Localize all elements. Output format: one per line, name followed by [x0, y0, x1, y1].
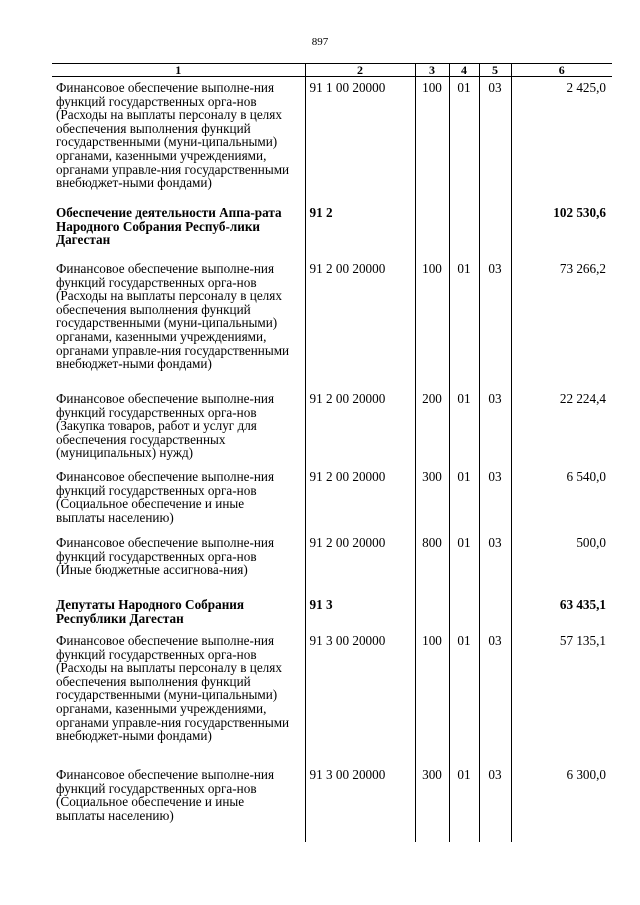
- table-row: [52, 594, 612, 630]
- row-expense-type-cell: [415, 202, 449, 258]
- row-subsection-cell: 03: [479, 630, 511, 764]
- row-code-cell: 91 3: [305, 594, 415, 630]
- row-subsection-cell: 03: [479, 388, 511, 466]
- row-expense-type-cell: 200: [415, 388, 449, 466]
- row-expense-type-cell: 100: [415, 258, 449, 388]
- row-section-cell: 01: [449, 77, 479, 203]
- row-name-cell: Финансовое обеспечение выполне-ния функций государственных орга-нов (Социальное обеспечение и иные выплаты населению): [56, 767, 275, 823]
- row-section-cell: 01: [449, 764, 479, 828]
- row-amount-cell: 57 135,1: [511, 630, 612, 764]
- row-code-cell: 91 2 00 20000: [305, 388, 415, 466]
- row-section-cell: [449, 594, 479, 630]
- row-amount-cell: 22 224,4: [511, 388, 612, 466]
- filler-cell: [52, 828, 305, 842]
- row-code-cell: 91 1 00 20000: [305, 77, 415, 203]
- row-expense-type-cell: 100: [415, 630, 449, 764]
- row-name-cell: Финансовое обеспечение выполне-ния функций государственных орга-нов (Закупка товаров, работ и услуг для обеспечения государственных (муниципальных) нужд): [56, 391, 275, 461]
- row-name-cell: Депутаты Народного Собрания Республики Дагестан: [56, 597, 245, 626]
- row-section-cell: 01: [449, 388, 479, 466]
- row-code-cell: 91 2 00 20000: [305, 466, 415, 532]
- column-header-2: 2: [305, 64, 415, 77]
- row-subsection-cell: 03: [479, 77, 511, 203]
- table-row: [52, 630, 612, 764]
- row-amount-cell: 73 266,2: [511, 258, 612, 388]
- row-section-cell: 01: [449, 258, 479, 388]
- row-amount-cell: 6 300,0: [511, 764, 612, 828]
- column-header-1: 1: [52, 64, 305, 77]
- row-expense-type-cell: 100: [415, 77, 449, 203]
- column-header-row: [52, 64, 612, 77]
- row-name-cell: Финансовое обеспечение выполне-ния функций государственных орга-нов (Иные бюджетные ассигнова-ния): [56, 535, 275, 578]
- row-name-cell: Финансовое обеспечение выполне-ния функций государственных орга-нов (Расходы на выплаты персоналу в целях обеспечения выполнения функций государственными (муни-ципальными) органами, казенными учреждениями, органами управле-ния государственными внебюджет-ными фондами): [56, 633, 290, 744]
- table-row: [52, 258, 612, 388]
- budget-table: [52, 63, 612, 842]
- row-amount-cell: 63 435,1: [511, 594, 612, 630]
- row-amount-cell: 6 540,0: [511, 466, 612, 532]
- row-amount-cell: 2 425,0: [511, 77, 612, 203]
- row-name-cell: Обеспечение деятельности Аппа-рата Народного Собрания Респуб-лики Дагестан: [56, 205, 282, 248]
- column-header-3: 3: [415, 64, 449, 77]
- row-expense-type-cell: [415, 594, 449, 630]
- row-code-cell: 91 3 00 20000: [305, 630, 415, 764]
- row-name-cell: Финансовое обеспечение выполне-ния функций государственных орга-нов (Расходы на выплаты персоналу в целях обеспечения выполнения функций государственными (муни-ципальными) органами, казенными учреждениями, органами управле-ния государственными внебюджет-ными фондами): [56, 261, 290, 372]
- row-section-cell: 01: [449, 532, 479, 594]
- row-expense-type-cell: 300: [415, 466, 449, 532]
- row-subsection-cell: 03: [479, 764, 511, 828]
- filler-cell: [479, 828, 511, 842]
- column-header-4: 4: [449, 64, 479, 77]
- table-row: [52, 764, 612, 828]
- filler-cell: [305, 828, 415, 842]
- row-subsection-cell: [479, 594, 511, 630]
- row-code-cell: 91 2 00 20000: [305, 258, 415, 388]
- filler-cell: [449, 828, 479, 842]
- row-amount-cell: 500,0: [511, 532, 612, 594]
- row-expense-type-cell: 800: [415, 532, 449, 594]
- row-section-cell: [449, 202, 479, 258]
- filler-cell: [415, 828, 449, 842]
- table-body: [52, 77, 612, 843]
- row-code-cell: 91 3 00 20000: [305, 764, 415, 828]
- table-row: [52, 388, 612, 466]
- table-row: [52, 77, 612, 203]
- row-section-cell: 01: [449, 466, 479, 532]
- table-filler-row: [52, 828, 612, 842]
- column-header-5: 5: [479, 64, 511, 77]
- table-row: [52, 532, 612, 594]
- row-code-cell: 91 2 00 20000: [305, 532, 415, 594]
- row-subsection-cell: [479, 202, 511, 258]
- row-name-cell: Финансовое обеспечение выполне-ния функций государственных орга-нов (Расходы на выплаты персоналу в целях обеспечения выполнения функций государственными (муни-ципальными) органами, казенными учреждениями, органами управле-ния государственными внебюджет-ными фондами): [56, 80, 290, 191]
- row-name-cell: Финансовое обеспечение выполне-ния функций государственных орга-нов (Социальное обеспечение и иные выплаты населению): [56, 469, 275, 525]
- filler-cell: [511, 828, 612, 842]
- column-header-6: 6: [511, 64, 612, 77]
- table-row: [52, 202, 612, 258]
- table-row: [52, 466, 612, 532]
- row-section-cell: 01: [449, 630, 479, 764]
- row-amount-cell: 102 530,6: [511, 202, 612, 258]
- page-number: 897: [311, 36, 329, 48]
- row-code-cell: 91 2: [305, 202, 415, 258]
- row-expense-type-cell: 300: [415, 764, 449, 828]
- row-subsection-cell: 03: [479, 258, 511, 388]
- row-subsection-cell: 03: [479, 532, 511, 594]
- row-subsection-cell: 03: [479, 466, 511, 532]
